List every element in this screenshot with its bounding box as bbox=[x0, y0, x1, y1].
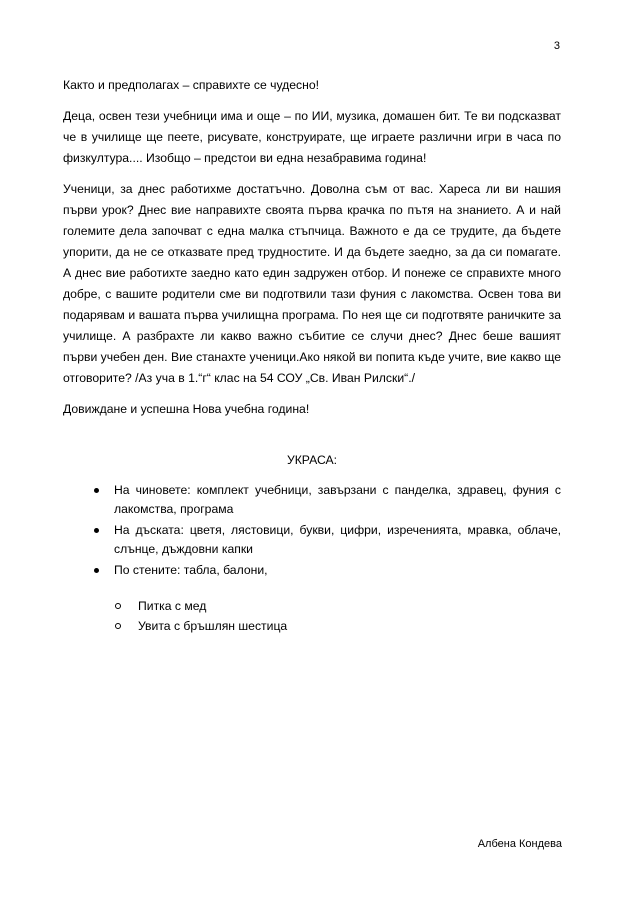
sublist-item bbox=[63, 596, 561, 616]
sublist-item-text: Питка с мед bbox=[138, 599, 207, 613]
author-name: Албена Кондева bbox=[477, 838, 562, 850]
paragraph-intro: Както и предполагах – справихте се чудесно! bbox=[63, 78, 320, 92]
sublist-item-text: Увита с бръшлян шестица bbox=[138, 619, 288, 633]
page-number: 3 bbox=[553, 40, 560, 52]
list-item-text: На чиновете: комплект учебници, завързани с панделка, здравец, фуния с лакомства, програма bbox=[114, 483, 561, 516]
bullet-icon bbox=[94, 528, 99, 533]
paragraph-textbooks: Деца, освен тези учебници има и още – по ИИ, музика, домашен бит. Те ви подсказват че в училище ще пеете, рисувате, конструирате, ще играете различни игри в часа по физкултура.... Изобщо – предстои ви една незабравима година! bbox=[63, 109, 561, 165]
list-item bbox=[63, 481, 561, 519]
decoration-list bbox=[63, 481, 561, 582]
hollow-bullet-icon bbox=[115, 603, 121, 609]
decoration-title: УКРАСА: bbox=[286, 453, 338, 467]
bullet-icon bbox=[94, 488, 99, 493]
list-item bbox=[63, 521, 561, 559]
bullet-icon bbox=[94, 568, 99, 573]
paragraph-lesson-end: Ученици, за днес работихме достатъчно. Доволна съм от вас. Хареса ли ви нашия първи урок? Днес вие направихте своята първа крачка по пътя на знанието. А и най големите дела започват с една малка стъпчица. Важното е да се трудите, да бъдете упорити, да не се отказвате пред трудностите. И да бъдете заедно, за да си помагате. А днес вие работихте заедно като един задружен отбор. И понеже се справихте много добре, с вашите родители сме ви подготвили тази фуния с лакомства. Освен това ви подарявам и вашата първа училищна програма. По нея ще си подготвяте раничките за училище. А разбрахте ли какво важно събитие се случи днес? Днес беше вашият първи учебен ден. Вие станахте ученици.Ако някой ви попита къде учите, вие какво ще отговорите? /Аз уча в 1.“г“ клас на 54 СОУ „Св. Иван Рилски“./ bbox=[63, 182, 561, 385]
paragraph-farewell: Довиждане и успешна Нова учебна година! bbox=[63, 402, 310, 416]
decoration-sublist bbox=[63, 596, 561, 636]
sublist-item bbox=[63, 616, 561, 636]
list-item-text: По стените: табла, балони, bbox=[114, 563, 268, 577]
body-text bbox=[63, 75, 561, 430]
hollow-bullet-icon bbox=[115, 623, 121, 629]
list-item-text: На дъската: цветя, лястовици, букви, цифри, изреченията, мравка, облаче, слънце, дъждовни капки bbox=[114, 523, 561, 556]
list-item bbox=[63, 561, 561, 580]
